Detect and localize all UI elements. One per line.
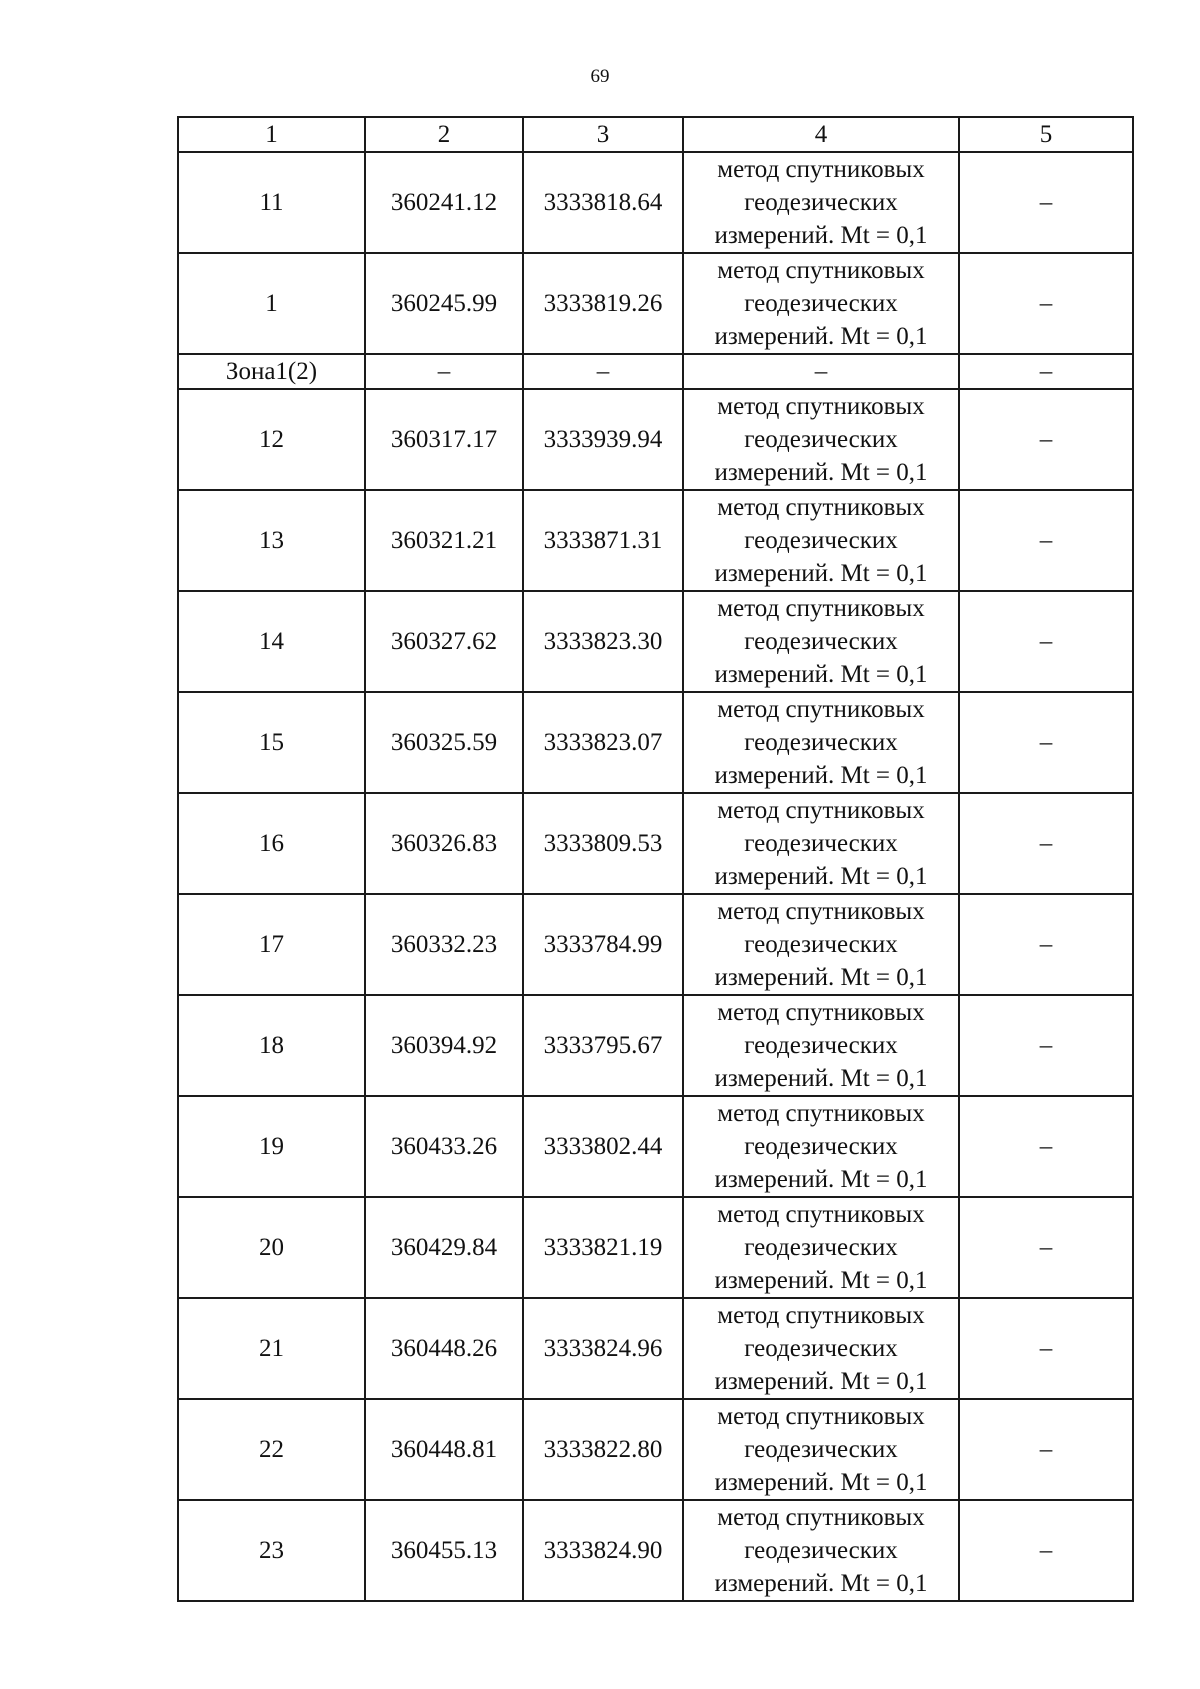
point-number-cell: 15 — [178, 692, 365, 793]
method-cell — [683, 389, 959, 490]
table-row — [178, 894, 1133, 995]
table-body — [178, 152, 1133, 1601]
y-coordinate-cell: 3333795.67 — [523, 995, 683, 1096]
x-coordinate-cell: 360317.17 — [365, 389, 523, 490]
note-cell: – — [959, 995, 1133, 1096]
note-cell: – — [959, 152, 1133, 253]
method-cell — [683, 591, 959, 692]
table-row — [178, 995, 1133, 1096]
note-cell: – — [959, 1096, 1133, 1197]
point-number-cell: 14 — [178, 591, 365, 692]
x-coordinate-cell: 360241.12 — [365, 152, 523, 253]
note-cell: – — [959, 389, 1133, 490]
point-number-cell: 11 — [178, 152, 365, 253]
point-number-cell: 17 — [178, 894, 365, 995]
note-cell: – — [959, 793, 1133, 894]
x-coordinate-cell: 360448.26 — [365, 1298, 523, 1399]
note-cell: – — [959, 591, 1133, 692]
note-cell: – — [959, 1298, 1133, 1399]
note-cell: – — [959, 1399, 1133, 1500]
x-coordinate-cell: 360429.84 — [365, 1197, 523, 1298]
method-cell — [683, 253, 959, 354]
table-row — [178, 389, 1133, 490]
y-coordinate-cell: 3333871.31 — [523, 490, 683, 591]
method-text: метод спутниковых геодезических измерений. Mt = 0,1 — [714, 797, 928, 890]
x-coordinate-cell: 360327.62 — [365, 591, 523, 692]
column-header-1: 1 — [178, 117, 365, 152]
page-number: 69 — [590, 66, 610, 87]
method-cell — [683, 894, 959, 995]
note-cell: – — [959, 1197, 1133, 1298]
y-coordinate-cell: 3333819.26 — [523, 253, 683, 354]
y-coordinate-cell: 3333802.44 — [523, 1096, 683, 1197]
point-number-cell: 20 — [178, 1197, 365, 1298]
y-coordinate-cell: 3333784.99 — [523, 894, 683, 995]
x-coordinate-cell: 360325.59 — [365, 692, 523, 793]
method-text: метод спутниковых геодезических измерений. Mt = 0,1 — [714, 595, 928, 688]
y-coordinate-cell: – — [523, 354, 683, 389]
point-number-cell: 16 — [178, 793, 365, 894]
x-coordinate-cell: – — [365, 354, 523, 389]
x-coordinate-cell: 360326.83 — [365, 793, 523, 894]
table-row — [178, 793, 1133, 894]
method-text: метод спутниковых геодезических измерений. Mt = 0,1 — [714, 898, 928, 991]
point-number-cell: 1 — [178, 253, 365, 354]
method-text: метод спутниковых геодезических измерений. Mt = 0,1 — [714, 696, 928, 789]
zone-row — [178, 354, 1133, 389]
method-text: метод спутниковых геодезических измерений. Mt = 0,1 — [714, 1201, 928, 1294]
point-number-cell: 23 — [178, 1500, 365, 1601]
method-cell — [683, 1399, 959, 1500]
method-text: метод спутниковых геодезических измерений. Mt = 0,1 — [714, 1302, 928, 1395]
method-cell — [683, 692, 959, 793]
y-coordinate-cell: 3333822.80 — [523, 1399, 683, 1500]
method-text: метод спутниковых геодезических измерений. Mt = 0,1 — [714, 1504, 928, 1597]
table-row — [178, 1500, 1133, 1601]
table-row — [178, 692, 1133, 793]
y-coordinate-cell: 3333823.30 — [523, 591, 683, 692]
method-cell — [683, 1298, 959, 1399]
method-text: метод спутниковых геодезических измерений. Mt = 0,1 — [714, 494, 928, 587]
column-header-3: 3 — [523, 117, 683, 152]
method-cell: – — [683, 354, 959, 389]
method-cell — [683, 490, 959, 591]
point-number-cell: Зона1(2) — [178, 354, 365, 389]
point-number-cell: 22 — [178, 1399, 365, 1500]
point-number-cell: 13 — [178, 490, 365, 591]
note-cell: – — [959, 894, 1133, 995]
column-header-5: 5 — [959, 117, 1133, 152]
method-cell — [683, 152, 959, 253]
table-header-row — [178, 117, 1133, 152]
x-coordinate-cell: 360332.23 — [365, 894, 523, 995]
method-text: метод спутниковых геодезических измерений. Mt = 0,1 — [714, 393, 928, 486]
y-coordinate-cell: 3333821.19 — [523, 1197, 683, 1298]
column-header-2: 2 — [365, 117, 523, 152]
table-row — [178, 253, 1133, 354]
method-text: метод спутниковых геодезических измерений. Mt = 0,1 — [714, 999, 928, 1092]
x-coordinate-cell: 360245.99 — [365, 253, 523, 354]
table-row — [178, 1298, 1133, 1399]
x-coordinate-cell: 360455.13 — [365, 1500, 523, 1601]
method-cell — [683, 793, 959, 894]
point-number-cell: 19 — [178, 1096, 365, 1197]
note-cell: – — [959, 1500, 1133, 1601]
method-cell — [683, 1500, 959, 1601]
table-row — [178, 490, 1133, 591]
method-text: метод спутниковых геодезических измерений. Mt = 0,1 — [714, 257, 928, 350]
method-text: метод спутниковых геодезических измерений. Mt = 0,1 — [714, 1403, 928, 1496]
x-coordinate-cell: 360321.21 — [365, 490, 523, 591]
y-coordinate-cell: 3333818.64 — [523, 152, 683, 253]
note-cell: – — [959, 354, 1133, 389]
table-row — [178, 152, 1133, 253]
table-row — [178, 1197, 1133, 1298]
y-coordinate-cell: 3333809.53 — [523, 793, 683, 894]
table-row — [178, 591, 1133, 692]
y-coordinate-cell: 3333824.90 — [523, 1500, 683, 1601]
y-coordinate-cell: 3333823.07 — [523, 692, 683, 793]
point-number-cell: 18 — [178, 995, 365, 1096]
x-coordinate-cell: 360448.81 — [365, 1399, 523, 1500]
note-cell: – — [959, 490, 1133, 591]
y-coordinate-cell: 3333939.94 — [523, 389, 683, 490]
coordinates-table — [177, 116, 1134, 1602]
column-header-4: 4 — [683, 117, 959, 152]
method-cell — [683, 995, 959, 1096]
x-coordinate-cell: 360433.26 — [365, 1096, 523, 1197]
y-coordinate-cell: 3333824.96 — [523, 1298, 683, 1399]
x-coordinate-cell: 360394.92 — [365, 995, 523, 1096]
table-row — [178, 1096, 1133, 1197]
point-number-cell: 21 — [178, 1298, 365, 1399]
method-text: метод спутниковых геодезических измерений. Mt = 0,1 — [714, 156, 928, 249]
method-cell — [683, 1197, 959, 1298]
note-cell: – — [959, 692, 1133, 793]
table-row — [178, 1399, 1133, 1500]
point-number-cell: 12 — [178, 389, 365, 490]
method-text: метод спутниковых геодезических измерений. Mt = 0,1 — [714, 1100, 928, 1193]
method-cell — [683, 1096, 959, 1197]
note-cell: – — [959, 253, 1133, 354]
